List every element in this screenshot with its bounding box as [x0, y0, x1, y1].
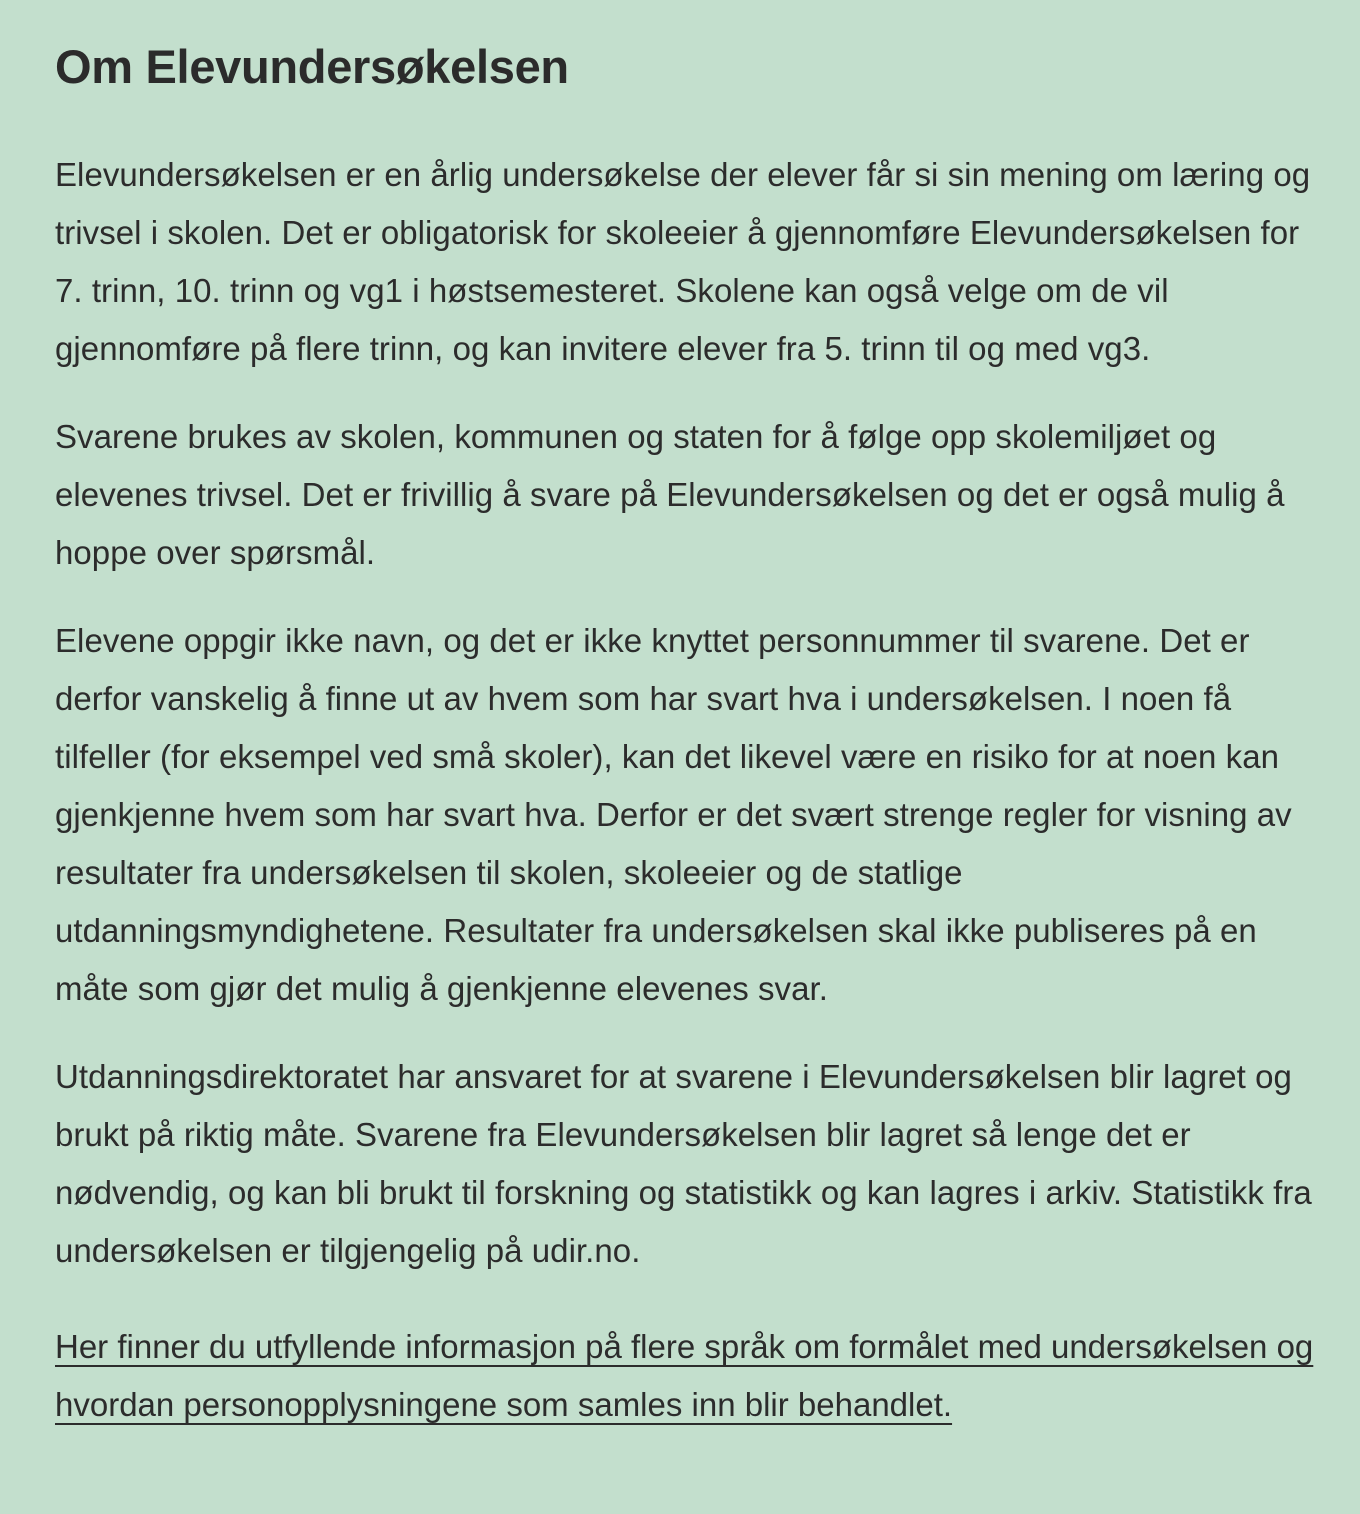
- link-container: [55, 1318, 1330, 1434]
- page-title: Om Elevundersøkelsen: [55, 40, 569, 93]
- paragraph-use-of-answers: Svarene brukes av skolen, kommunen og staten for å følge opp skolemiljøet og elevenes trivsel. Det er frivillig å svare på Elevundersøkelsen og det er også mulig å hoppe over spørsmål.: [55, 417, 1285, 571]
- paragraph-data-storage: Utdanningsdirektoratet har ansvaret for at svarene i Elevundersøkelsen blir lagret og brukt på riktig måte. Svarene fra Elevundersøkelsen blir lagret så lenge det er nødvendig, og kan bli brukt til forskning og statistikk og kan lagres i arkiv. Statistikk fra undersøkelsen er tilgjengelig på udir.no.: [55, 1057, 1312, 1269]
- paragraph-about-survey: Elevundersøkelsen er en årlig undersøkelse der elever får si sin mening om læring og trivsel i skolen. Det er obligatorisk for skoleeier å gjennomføre Elevundersøkelsen for 7. trinn, 10. trinn og vg1 i høstsemesteret. Skolene kan også velge om de vil gjennomføre på flere trinn, og kan invitere elever fra 5. trinn til og med vg3.: [55, 155, 1311, 367]
- more-information-link[interactable]: Her finner du utfyllende informasjon på flere språk om formålet med undersøkelsen og hvordan personopplysningene som samles inn blir behandlet.: [55, 1327, 1314, 1423]
- paragraph-anonymity: Elevene oppgir ikke navn, og det er ikke knyttet personnummer til svarene. Det er derfor vanskelig å finne ut av hvem som har svart hva i undersøkelsen. I noen få tilfeller (for eksempel ved små skoler), kan det likevel være en risiko for at noen kan gjenkjenne hvem som har svart hva. Derfor er det svært strenge regler for visning av resultater fra undersøkelsen til skolen, skoleeier og de statlige utdanningsmyndighetene. Resultater fra undersøkelsen skal ikke publiseres på en måte som gjør det mulig å gjenkjenne elevenes svar.: [55, 621, 1292, 1007]
